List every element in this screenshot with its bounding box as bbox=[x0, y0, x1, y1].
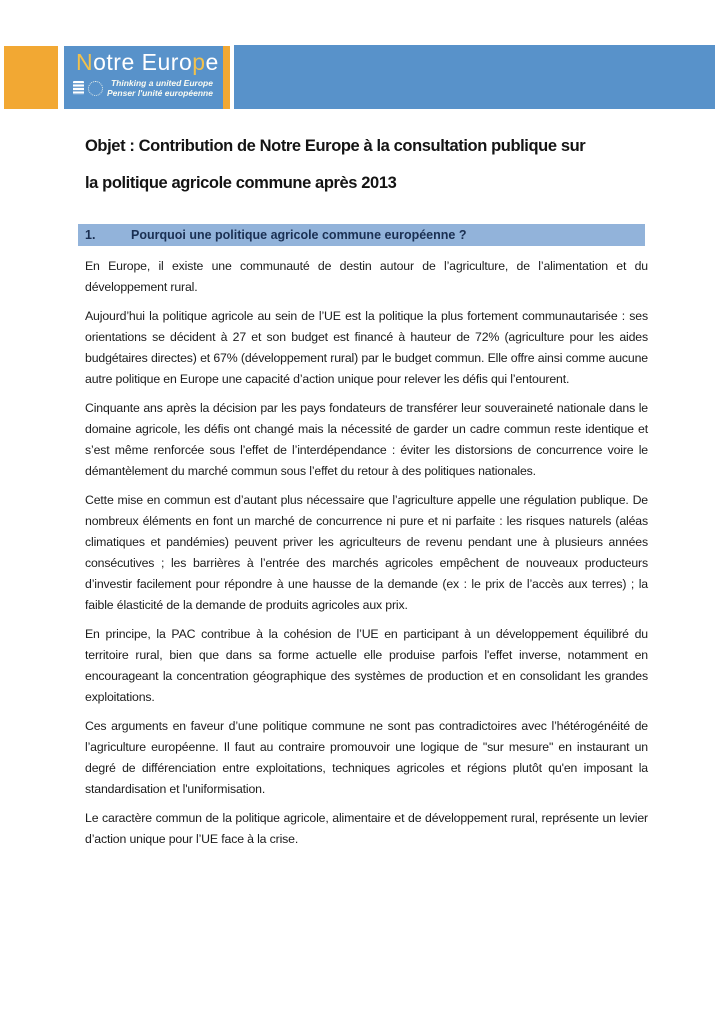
paragraph: Ces arguments en faveur d’une politique commune ne sont pas contradictoires avec l’hétérogénéité de l’agriculture européenne. Il faut au contraire promouvoir une logique de "sur mesure" en instaurant un degré de différenciation entre exploitations, techniques agricoles et régions plutôt qu'en imposant la standardisation et l'uniformisation. bbox=[85, 719, 648, 796]
header-blue-bar bbox=[234, 45, 715, 109]
brand-tagline bbox=[107, 78, 213, 98]
brand-logo-text-part2: otre Euro bbox=[93, 49, 193, 75]
book-lines-icon bbox=[73, 81, 84, 95]
eu-stars-circle-icon bbox=[88, 81, 103, 96]
brand-tagline-fr: Penser l'unité européenne bbox=[107, 88, 213, 98]
brand-orange-square bbox=[4, 46, 58, 109]
section-heading bbox=[78, 224, 645, 246]
brand-logo-text-part1: N bbox=[76, 49, 94, 75]
brand-logo-text-part4: e bbox=[205, 49, 219, 75]
section-number: 1. bbox=[85, 228, 96, 242]
paragraph: En principe, la PAC contribue à la cohésion de l’UE en participant à un développement équilibré du territoire rural, bien que dans sa forme actuelle elle produise parfois l'effet inverse, notamment en encourageant la concentration géographique des systèmes de production et en consolidant les grandes exploitations. bbox=[85, 627, 648, 704]
brand-logo-text-part3: p bbox=[192, 49, 206, 75]
paragraph: Cinquante ans après la décision par les pays fondateurs de transférer leur souveraineté nationale dans le domaine agricole, les défis ont changé mais la nécessité de garder un cadre commun reste identique et s’est même renforcée sous l’effet de l’interdépendance : éviter les distorsions de concurrence voire le démantèlement du marché commun sous l’effet du retour à des politiques nationales. bbox=[85, 401, 648, 478]
brand-logo-text bbox=[64, 46, 223, 75]
paragraph: Cette mise en commun est d’autant plus nécessaire que l’agriculture appelle une régulation publique. De nombreux éléments en font un marché de concurrence ni pure et ni parfaite : les risques naturels (aléas climatiques et pandémies) peuvent priver les agriculteurs de revenu pendant une à plusieurs années consécutives ; les barrières à l’entrée des marchés agricoles empêchent de nouveaux producteurs d’investir facilement pour répondre à une hausse de la demande (ex : le prix de l’accès aux terres) ; la faible élasticité de la demande de produits agricoles aux prix. bbox=[85, 493, 648, 612]
document-title-line1: Objet : Contribution de Notre Europe à la consultation publique sur bbox=[85, 137, 586, 155]
paragraph: Le caractère commun de la politique agricole, alimentaire et de développement rural, représente un levier d’action unique pour l’UE face à la crise. bbox=[85, 811, 648, 846]
paragraph: En Europe, il existe une communauté de destin autour de l’agriculture, de l’alimentation et du développement rural. bbox=[85, 259, 648, 294]
brand-tagline-en: Thinking a united Europe bbox=[110, 78, 213, 88]
document-title bbox=[85, 128, 648, 202]
brand-logo bbox=[64, 46, 230, 109]
paragraph: Aujourd’hui la politique agricole au sein de l’UE est la politique la plus fortement communautarisée : ses orientations se décident à 27 et son budget est financé à hauteur de 72% (agriculture pour les aides budgétaires directes) et 67% (développement rural) par le budget commun. Elle offre ainsi comme aucune autre politique en Europe une capacité d’action unique pour relever les défis qui l’entourent. bbox=[85, 309, 648, 386]
document-content bbox=[85, 128, 648, 858]
section-title: Pourquoi une politique agricole commune européenne ? bbox=[131, 228, 467, 242]
brand-tagline-row bbox=[64, 78, 223, 98]
document-title-line2: la politique agricole commune après 2013 bbox=[85, 174, 397, 192]
